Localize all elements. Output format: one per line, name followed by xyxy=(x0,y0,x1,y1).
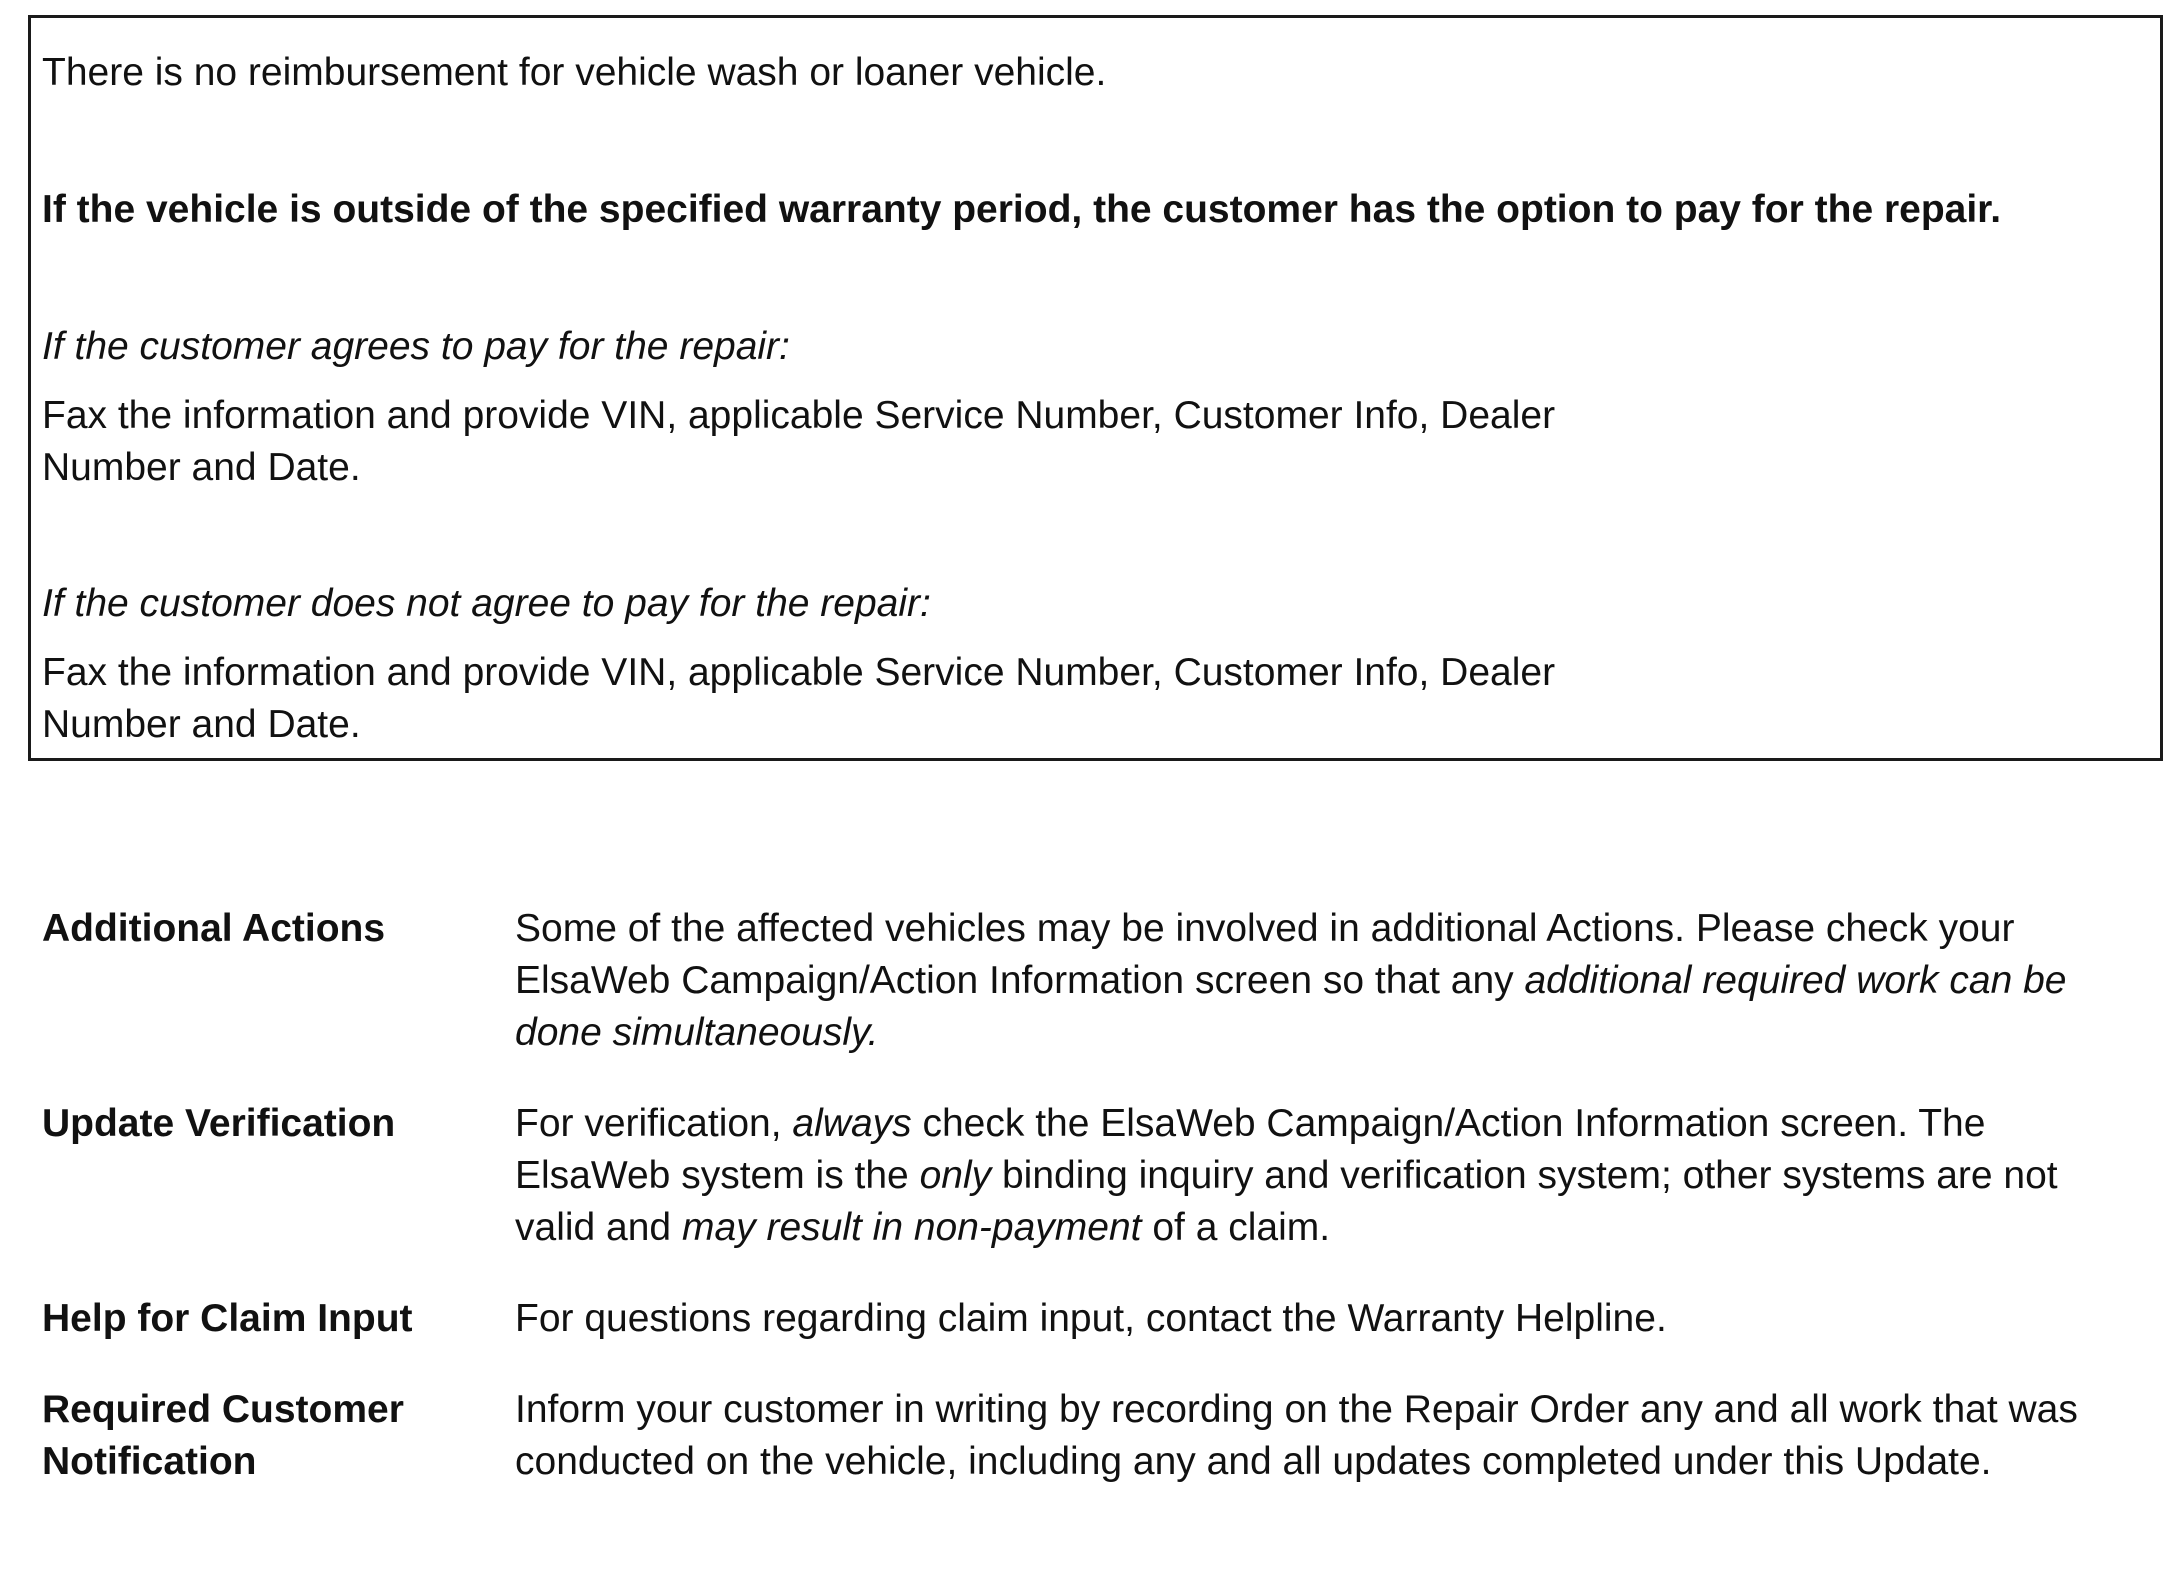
additional-actions-text: Some of the affected vehicles may be involved in additional Actions. Please check your ElsaWeb Campaign/Action Information screen so that any additional required work can be done simultaneously. xyxy=(515,907,2067,1054)
warranty-period-text: If the vehicle is outside of the specified warranty period, the customer has the option to pay for the repair. xyxy=(42,188,2002,231)
required-notification-label: Required Customer Notification xyxy=(42,1388,404,1483)
disagree-heading: If the customer does not agree to pay for the repair: xyxy=(42,582,931,625)
agree-instructions-line2: Number and Date. xyxy=(42,446,361,489)
help-claim-input-text: For questions regarding claim input, contact the Warranty Helpline. xyxy=(515,1297,1667,1340)
update-verification-label: Update Verification xyxy=(42,1102,396,1145)
disagree-instructions-line1: Fax the information and provide VIN, applicable Service Number, Customer Info, Dealer xyxy=(42,651,1556,694)
required-notification-text: Inform your customer in writing by recording on the Repair Order any and all work that was conducted on the vehicle, including any and all updates completed under this Update. xyxy=(515,1388,2078,1483)
disagree-instructions-line2: Number and Date. xyxy=(42,703,361,746)
update-verification-text: For verification, always check the ElsaWeb Campaign/Action Information screen. The ElsaWeb system is the only binding inquiry and verification system; other systems are not valid and may result in non-payment of a claim. xyxy=(515,1102,2058,1249)
additional-actions-label: Additional Actions xyxy=(42,907,386,950)
agree-heading: If the customer agrees to pay for the repair: xyxy=(42,325,790,368)
no-reimbursement-text: There is no reimbursement for vehicle wash or loaner vehicle. xyxy=(42,51,1107,94)
agree-instructions-line1: Fax the information and provide VIN, applicable Service Number, Customer Info, Dealer xyxy=(42,394,1556,437)
help-claim-input-label: Help for Claim Input xyxy=(42,1297,413,1340)
